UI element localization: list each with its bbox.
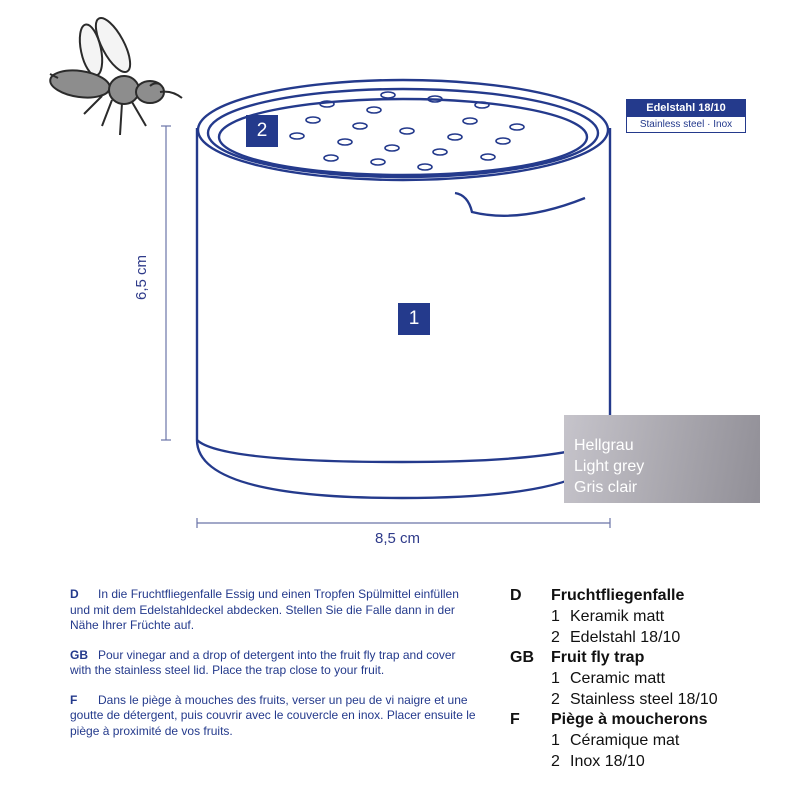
legend-item xyxy=(510,730,790,751)
legend-heading-fr xyxy=(510,710,790,730)
material-tag xyxy=(626,99,746,133)
legend-item xyxy=(510,606,790,627)
badge-body-number: 1 xyxy=(398,303,430,335)
legend-item xyxy=(510,751,790,772)
instruction-code: D xyxy=(70,587,79,601)
legend-title: Fruchtfliegenfalle xyxy=(551,587,685,604)
legend-item-number: 2 xyxy=(551,629,560,646)
legend-item xyxy=(510,668,790,689)
legend-item-label: Edelstahl 18/10 xyxy=(570,629,681,646)
instructions xyxy=(70,587,480,753)
legend-item-number: 1 xyxy=(551,608,560,625)
legend-item-label: Inox 18/10 xyxy=(570,753,645,770)
legend-heading-gb xyxy=(510,648,790,668)
lid-holes xyxy=(290,92,524,170)
swatch-label-gb: Light grey xyxy=(574,458,645,475)
fly-icon xyxy=(48,13,182,135)
instruction-text: In die Fruchtfliegenfalle Essig und einen Tropfen Spülmittel einfüllen und mit dem Edelstahldeckel abdecken. Stellen Sie die Falle dann in der Nähe Ihrer Früchte auf. xyxy=(70,587,459,632)
legend xyxy=(510,586,790,772)
legend-item-number: 2 xyxy=(551,691,560,708)
legend-item-label: Keramik matt xyxy=(570,608,665,625)
legend-title: Piège à moucherons xyxy=(551,711,708,728)
instruction-fr xyxy=(70,693,480,740)
legend-item xyxy=(510,627,790,648)
legend-heading-de xyxy=(510,586,790,606)
legend-code: GB xyxy=(510,649,534,666)
legend-item-label: Ceramic matt xyxy=(570,670,666,687)
instruction-code: GB xyxy=(70,647,88,662)
width-dimension-line xyxy=(197,518,610,528)
legend-item xyxy=(510,689,790,710)
legend-item-number: 1 xyxy=(551,732,560,749)
instruction-text: Pour vinegar and a drop of detergent into the fruit fly trap and cover with the stainless steel lid. Place the trap close to your fruit. xyxy=(70,647,456,677)
material-tag-subtitle: Stainless steel · Inox xyxy=(639,119,733,130)
legend-item-label: Stainless steel 18/10 xyxy=(570,691,718,708)
instruction-de xyxy=(70,587,480,634)
height-dimension-line xyxy=(161,126,171,440)
legend-item-number: 2 xyxy=(551,753,560,770)
legend-code: D xyxy=(510,587,522,604)
instruction-gb xyxy=(70,648,480,679)
material-tag-title: Edelstahl 18/10 xyxy=(627,100,745,117)
legend-item-number: 1 xyxy=(551,670,560,687)
legend-item-label: Céramique mat xyxy=(570,732,680,749)
badge-lid-number: 2 xyxy=(246,115,278,147)
color-swatch xyxy=(564,415,760,503)
instruction-text: Dans le piège à mouches des fruits, verser un peu de vi naigre et une goutte de détergent, puis couvrir avec le couvercle en inox. Placer ensuite le piège à proximité de vos fruits. xyxy=(70,692,476,738)
legend-code: F xyxy=(510,711,520,728)
height-label: 6,5 cm xyxy=(133,254,150,300)
swatch-label-de: Hellgrau xyxy=(574,437,634,454)
instruction-code: F xyxy=(70,692,78,707)
swatch-label-fr: Gris clair xyxy=(574,479,638,496)
width-label: 8,5 cm xyxy=(375,530,421,547)
legend-title: Fruit fly trap xyxy=(551,649,645,666)
